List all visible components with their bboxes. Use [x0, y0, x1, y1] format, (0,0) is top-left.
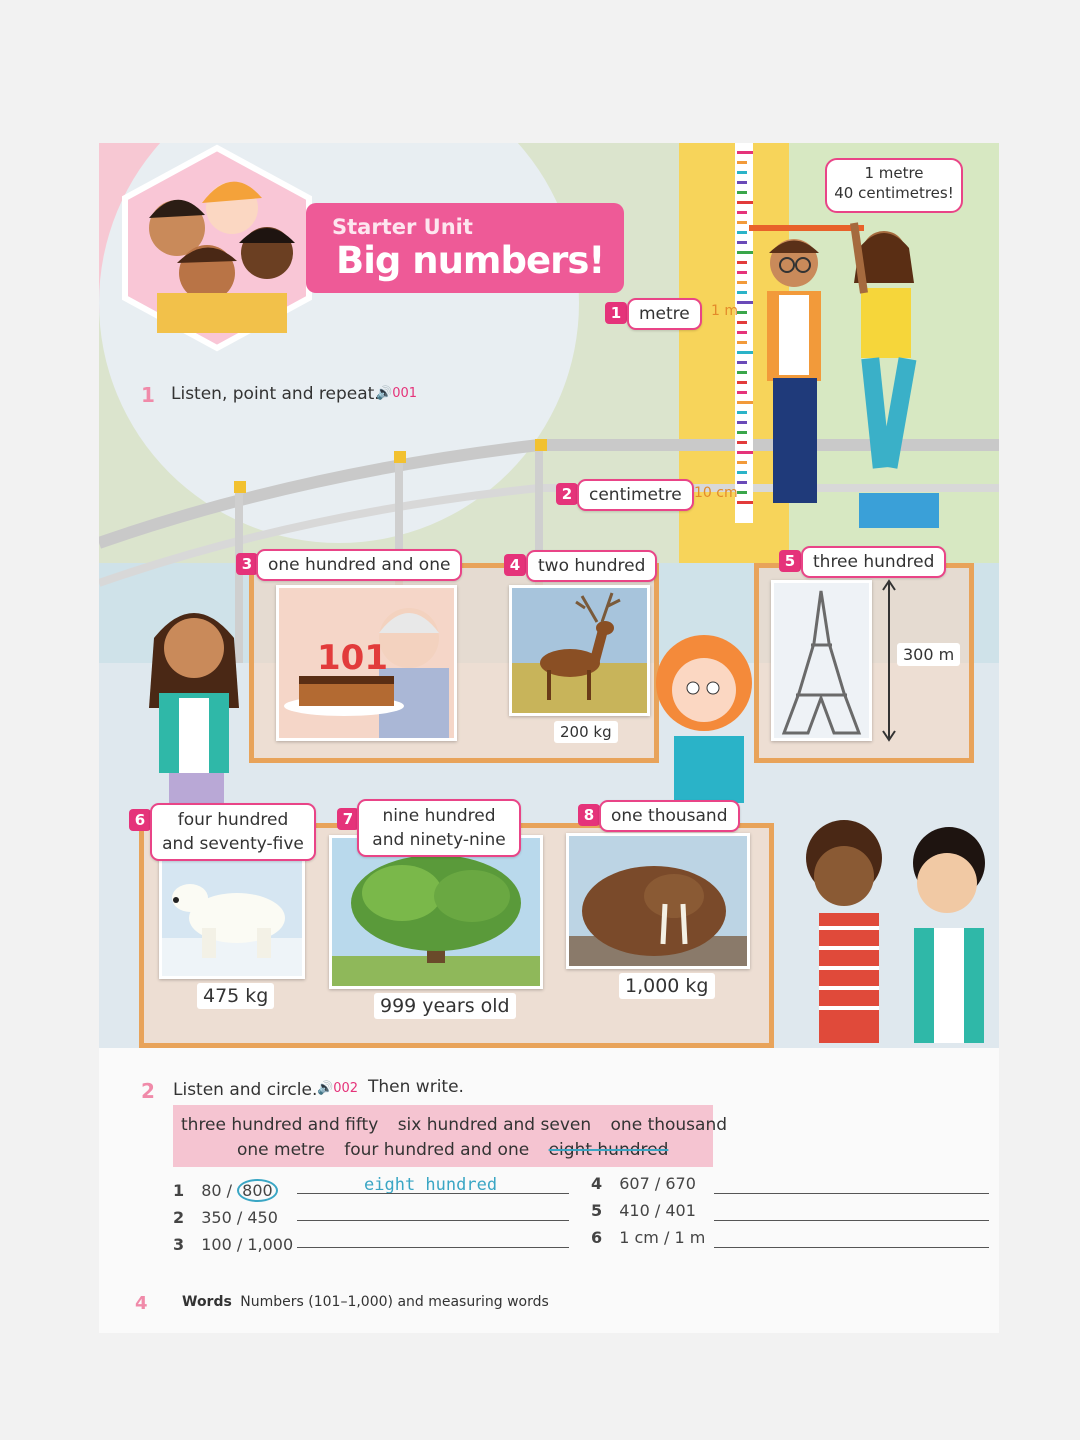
- ruler-tick: [737, 381, 747, 384]
- audio-track-002[interactable]: [317, 1081, 358, 1096]
- audio-track-001[interactable]: [376, 386, 417, 401]
- ruler-tick: [737, 481, 747, 484]
- ruler-tick: [737, 221, 747, 224]
- item-number: 4: [591, 1174, 603, 1193]
- ruler-tick: [737, 431, 747, 434]
- picture-birthday-cake: [276, 585, 457, 741]
- word-number-4: 4: [504, 554, 526, 576]
- item-option-a[interactable]: 80: [201, 1181, 222, 1200]
- word-bank-item: six hundred and seven: [397, 1115, 592, 1135]
- girl-writing-illustration: [144, 598, 244, 818]
- word-bank-item: one metre: [237, 1140, 325, 1160]
- ruler-tick: [737, 211, 747, 214]
- textbook-page: [99, 143, 999, 1333]
- footer-section: Words: [182, 1294, 232, 1310]
- unit-kicker: Starter Unit: [332, 215, 473, 239]
- answer-line-1[interactable]: [297, 1193, 569, 1194]
- girl-pointing-illustration: [649, 628, 759, 803]
- speaker-icon: 🔊: [376, 386, 393, 401]
- exercise-item-5: [591, 1201, 696, 1220]
- speech-line-1: 1 metre: [864, 164, 924, 182]
- footer-text: [182, 1294, 549, 1310]
- ruler-tick: [737, 181, 747, 184]
- item-pair[interactable]: 607 / 670: [619, 1174, 696, 1193]
- ruler-tick: [737, 361, 747, 364]
- polar-bear-illustration: [162, 858, 302, 976]
- unit-hexagon: [117, 143, 317, 353]
- ruler-tick: [737, 421, 747, 424]
- unit-banner: [306, 203, 624, 293]
- unit-title: Big numbers!: [336, 239, 605, 282]
- word-label-nine-hundred-and-ninety-nine: nine hundred and ninety-nine: [357, 799, 521, 857]
- exercise-item-6: [591, 1228, 705, 1247]
- exercise-2-instruction-2: Then write.: [368, 1077, 464, 1097]
- ruler-tick: [737, 391, 747, 394]
- ruler-tick: [737, 491, 747, 494]
- answer-1-handwritten: eight hundred: [364, 1175, 498, 1195]
- item-number: 3: [173, 1235, 185, 1254]
- ruler-tick: [737, 291, 747, 294]
- tag-tower-height: 300 m: [897, 643, 960, 666]
- tree-illustration: [332, 838, 540, 986]
- exercise-item-1: 1 80 / 800: [173, 1181, 278, 1200]
- word-label-four-hundred-and-seventy-five: four hundred and seventy-five: [150, 803, 316, 861]
- ruler-tick: [737, 151, 753, 154]
- word-bank-item: four hundred and one: [344, 1140, 530, 1160]
- item-option-b-circled[interactable]: 800: [237, 1179, 278, 1202]
- ruler-tick: [737, 281, 747, 284]
- page-number: 4: [135, 1293, 148, 1314]
- word-number-1: 1: [605, 302, 627, 324]
- ruler-tick: [737, 341, 747, 344]
- ruler-tick: [737, 231, 747, 234]
- ruler-tick: [737, 471, 747, 474]
- exercise-item-4: [591, 1174, 696, 1193]
- audio-number: 002: [333, 1081, 359, 1096]
- word-label-one-hundred-and-one: one hundred and one: [256, 549, 462, 581]
- cake-number: 101: [317, 638, 388, 678]
- word-number-8: 8: [578, 804, 600, 826]
- tag-deer-weight: 200 kg: [554, 721, 618, 743]
- word-bank: [173, 1105, 728, 1167]
- ruler-tick: [737, 161, 747, 164]
- boys-talking-illustration: [779, 818, 999, 1048]
- exercise-1-instruction: Listen, point and repeat.: [171, 384, 380, 404]
- word-number-7: 7: [337, 808, 359, 830]
- exercise-2-instruction: Listen and circle.: [173, 1080, 318, 1100]
- ruler-tick: [737, 331, 747, 334]
- item-number: 1: [173, 1181, 185, 1200]
- walrus-illustration: [569, 836, 747, 966]
- ruler-1m-label: 1 m: [711, 303, 738, 319]
- ruler-tick: [737, 411, 747, 414]
- item-number: 2: [173, 1208, 185, 1227]
- word-bank-row-2: [237, 1140, 668, 1160]
- eiffel-tower-illustration: [774, 583, 869, 738]
- ruler-tick: [737, 321, 747, 324]
- ruler-10cm-label: 10 cm: [694, 485, 738, 501]
- item-pair[interactable]: 410 / 401: [619, 1201, 696, 1220]
- word-number-5: 5: [779, 550, 801, 572]
- item-pair[interactable]: 100 / 1,000: [201, 1235, 294, 1254]
- tag-tree-age: 999 years old: [374, 993, 516, 1019]
- ruler-tick: [737, 201, 753, 204]
- tag-bear-weight: 475 kg: [197, 983, 274, 1009]
- answer-line-3[interactable]: [297, 1247, 569, 1248]
- ruler-tick: [737, 261, 747, 264]
- word-label-centimetre: centimetre: [577, 479, 694, 511]
- answer-line-6[interactable]: [714, 1247, 989, 1248]
- word-number-6: 6: [129, 809, 151, 831]
- word-bank-item: one thousand: [610, 1115, 728, 1135]
- word-number-2: 2: [556, 483, 578, 505]
- ruler-tick: [737, 191, 747, 194]
- tag-walrus-weight: 1,000 kg: [619, 973, 715, 999]
- illustration-scene: [99, 143, 999, 1048]
- speech-line-2: 40 centimetres!: [834, 184, 954, 202]
- exercise-item-2: [173, 1208, 278, 1227]
- footer-topic: Numbers (101–1,000) and measuring words: [240, 1294, 549, 1310]
- exercise-item-3: [173, 1235, 293, 1254]
- ruler-tick: [737, 461, 747, 464]
- item-pair[interactable]: 350 / 450: [201, 1208, 278, 1227]
- ruler-tick: [737, 171, 747, 174]
- item-number: 6: [591, 1228, 603, 1247]
- word-label-two-hundred: two hundred: [526, 550, 657, 582]
- ruler-tick: [737, 371, 747, 374]
- kids-measuring-illustration: [749, 213, 969, 533]
- picture-polar-bear: [159, 855, 305, 979]
- deer-illustration: [512, 588, 647, 713]
- ruler-tick: [737, 311, 747, 314]
- speech-bubble: [825, 158, 963, 213]
- height-arrow: [879, 578, 899, 743]
- ruler-tick: [737, 271, 747, 274]
- ruler-tick: [737, 441, 747, 444]
- answer-line-4[interactable]: [714, 1193, 989, 1194]
- picture-walrus: [566, 833, 750, 969]
- exercise-2-number: 2: [141, 1079, 155, 1103]
- answer-line-5[interactable]: [714, 1220, 989, 1221]
- picture-tree: [329, 835, 543, 989]
- audio-number: 001: [392, 386, 418, 401]
- word-label-one-thousand: one thousand: [599, 800, 740, 832]
- word-label-metre: metre: [627, 298, 702, 330]
- answer-line-2[interactable]: [297, 1220, 569, 1221]
- picture-eiffel-tower: [771, 580, 872, 741]
- word-number-3: 3: [236, 553, 258, 575]
- item-number: 5: [591, 1201, 603, 1220]
- word-label-three-hundred: three hundred: [801, 546, 946, 578]
- speaker-icon: 🔊: [317, 1081, 334, 1096]
- picture-deer: [509, 585, 650, 716]
- ruler-tick: [737, 241, 747, 244]
- item-pair[interactable]: 1 cm / 1 m: [619, 1228, 706, 1247]
- word-bank-item-crossed: eight hundred: [548, 1140, 669, 1160]
- exercise-1-number: 1: [141, 383, 155, 407]
- word-bank-row-1: [181, 1115, 727, 1135]
- word-bank-item: three hundred and fifty: [181, 1115, 379, 1135]
